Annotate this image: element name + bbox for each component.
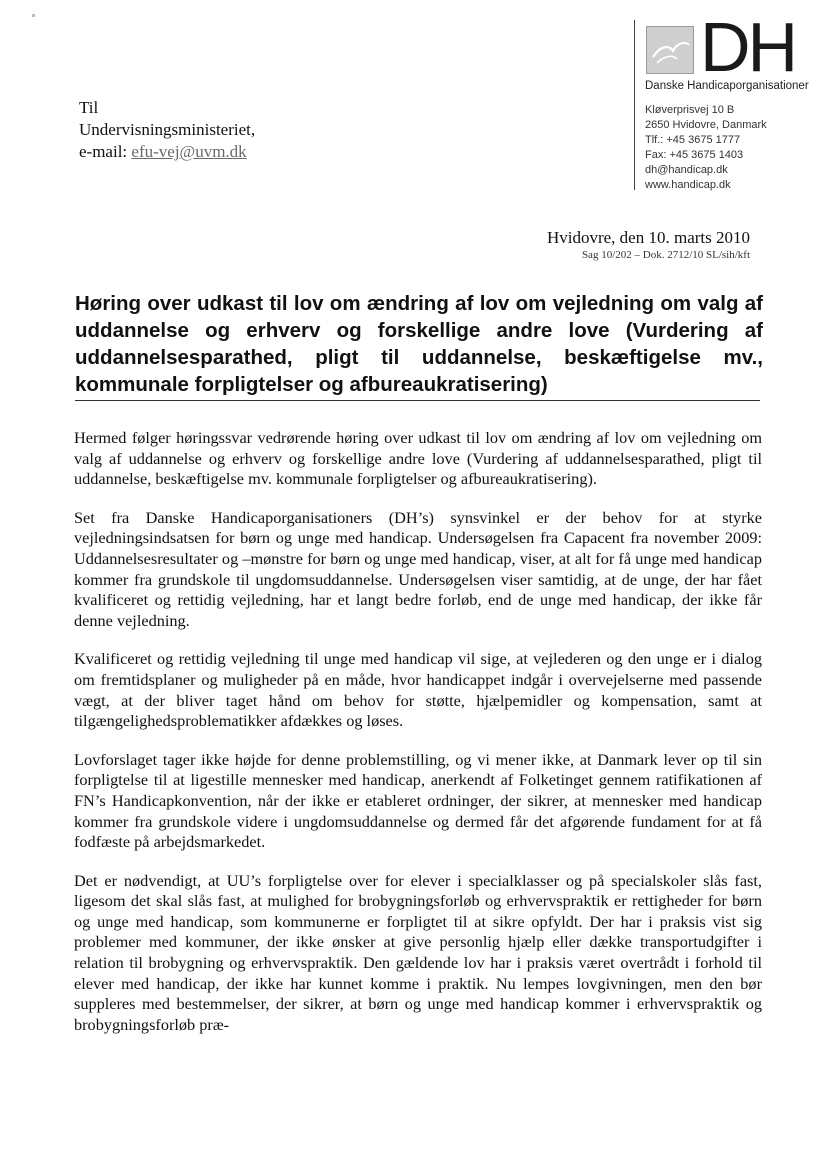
letterhead-divider bbox=[634, 20, 635, 190]
paragraph-4: Lovforslaget tager ikke højde for denne problemstilling, og vi mener ikke, at Danmark lever op til sin forpligtelse til at ligestille mennesker med handicap, anerkendt af Folketinget gennem ratifikationen af FN’s Handicapkonvention, når der ikke er etableret ordninger, der sikrer, at mennesker med handicap kommer fra grundskole videre i ungdomsuddannelse og dermed får det afgørende fundament for at få fodfæste på arbejdsmarkedet. bbox=[74, 749, 762, 852]
letter-date: Hvidovre, den 10. marts 2010 bbox=[546, 228, 750, 247]
email-label: e-mail: bbox=[79, 142, 132, 161]
paragraph-1: Hermed følger høringssvar vedrørende høring over udkast til lov om ændring af lov om vejledning om valg af uddannelse og erhverv og forskellige andre love (Vurdering af uddannelsesparathed, pligt til uddannelse, beskæftigelse mv. kommunale forpligtelser og afbureaukratisering). bbox=[74, 428, 762, 489]
contact-phone: Tlf.: +45 3675 1777 bbox=[645, 134, 741, 146]
letter-title: Høring over udkast til lov om ændring af lov om vejledning om valg af uddannelse og erhverv og forskellige andre love (Vurdering af uddannelsesparathed, pligt til uddannelse, beskæftigelse mv., kommunale forpligtelser og afbureaukratisering) bbox=[75, 292, 763, 396]
contact-address: Kløverprisvej 10 B bbox=[645, 104, 735, 116]
title-underline bbox=[75, 400, 760, 401]
bird-icon bbox=[647, 27, 693, 73]
scan-speck bbox=[32, 14, 35, 17]
dh-logo-icon bbox=[646, 26, 694, 74]
recipient-email-link[interactable]: efu-vej@uvm.dk bbox=[131, 142, 247, 161]
recipient-ministry: Undervisningsministeriet, bbox=[79, 120, 256, 139]
dh-logo-letters: DH bbox=[700, 8, 796, 86]
letter-body bbox=[74, 428, 762, 1053]
contact-block bbox=[645, 103, 767, 193]
recipient-to: Til bbox=[79, 98, 99, 117]
contact-fax: Fax: +45 3675 1403 bbox=[645, 149, 744, 161]
org-name: Danske Handicaporganisationer bbox=[645, 80, 809, 92]
case-reference: Sag 10/202 – Dok. 2712/10 SL/sih/kft bbox=[581, 249, 750, 261]
recipient-block bbox=[79, 97, 255, 163]
contact-email[interactable]: dh@handicap.dk bbox=[645, 164, 728, 176]
paragraph-5: Det er nødvendigt, at UU’s forpligtelse over for elever i specialklasser og på specialskoler slås fast, ligesom det skal slås fast, at mulighed for brobygningsforløb og erhvervspraktik er rettigheder for børn og unge med handicap, som kommunerne er forpligtet til at sikre opfyldt. Der har i praksis vist sig problemer med kommuner, der ikke ønsker at give personlig hjælp eller dække transportudgifter i relation til brobygning og erhvervspraktik. Den gældende lov har i praksis været overtrådt i forhold til elever med handicap, der ikke har kunnet komme i praktik. Nu lempes lovgivningen, men den bør suppleres med bestemmelser, der sikrer, at børn og unge med handicap kommer i erhvervspraktik og brobygningsforløb præ- bbox=[74, 870, 762, 1034]
contact-website[interactable]: www.handicap.dk bbox=[645, 179, 731, 191]
paragraph-2: Set fra Danske Handicaporganisationers (DH’s) synsvinkel er der behov for at styrke vejledningsindsatsen for børn og unge med handicap. Undersøgelsen fra Capacent fra november 2009: Uddannelsesresultater og –mønstre for børn og unge med handicap, viser, at alt for få unge med handicap kommer fra grundskole til ungdomsuddannelse. Undersøgelsen viser samtidig, at de unge, der har fået kvalificeret og rettidig vejledning, har et langt bedre forløb, end de unge med handicap, der ikke får denne vejledning. bbox=[74, 507, 762, 630]
paragraph-3: Kvalificeret og rettidig vejledning til unge med handicap vil sige, at vejlederen og den unge er i dialog om fremtidsplaner og muligheder på en måde, hvor handicappet indgår i overvejelserne med passende vægt, at der bliver taget hånd om behov for støtte, hjælpemidler og kompensation, samt at tilgængelighedsproblematikker afdækkes og løses. bbox=[74, 649, 762, 731]
contact-city: 2650 Hvidovre, Danmark bbox=[645, 119, 767, 131]
recipient-email-line bbox=[79, 141, 255, 163]
